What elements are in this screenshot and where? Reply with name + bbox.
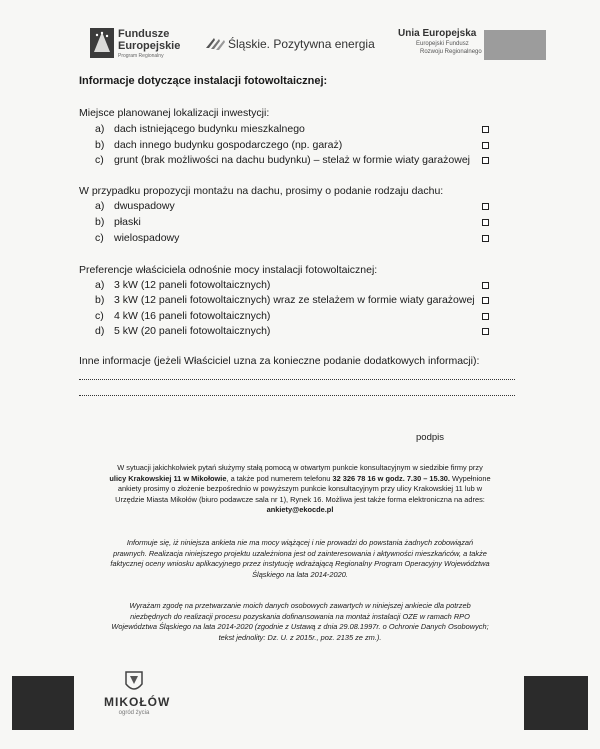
option-letter: b): [95, 216, 105, 228]
question-power: Preferencje właściciela odnośnie mocy instalacji fotowoltaicznej:: [79, 264, 378, 276]
option-row: [79, 154, 499, 168]
checkbox[interactable]: [482, 297, 489, 304]
contact-email[interactable]: [70, 505, 530, 516]
ue-line3: Rozwoju Regionalnego: [420, 49, 482, 55]
option-label: dwuspadowy: [114, 200, 175, 212]
notice1-line: Śląskiego na lata 2014-2020.: [252, 569, 348, 579]
checkbox[interactable]: [482, 235, 489, 242]
fundusze-europejskie-logo: [90, 26, 190, 66]
contact-mid: , a także pod numerem telefonu: [226, 473, 333, 483]
option-label: grunt (brak możliwości na dachu budynku) – stelaż w formie wiaty garażowej: [114, 154, 470, 166]
redaction-block-left: [12, 676, 74, 730]
page-title: Informacje dotyczące instalacji fotowoltaicznej:: [79, 75, 328, 87]
contact-line-2: [70, 474, 530, 485]
option-letter: a): [95, 279, 105, 291]
option-label: wielospadowy: [114, 232, 180, 244]
contact-end: Wypełnione: [449, 473, 491, 483]
option-label: 3 kW (12 paneli fotowoltaicznych) wraz ze stelażem w formie wiaty garażowej: [114, 294, 475, 306]
option-row: [79, 310, 499, 324]
eu-flag-icon: [484, 30, 546, 60]
slaskie-logo: [204, 34, 379, 54]
checkbox[interactable]: [482, 142, 489, 149]
option-letter: a): [95, 123, 105, 135]
option-row: [79, 325, 499, 339]
notice2-line: niezbędnych do realizacji procesu pozyskania dofinansowania na montaż instalacji OZE w ramach RPO: [130, 611, 470, 621]
answer-line-1[interactable]: [79, 377, 515, 380]
option-row: [79, 279, 499, 293]
checkbox[interactable]: [482, 203, 489, 210]
notice2-line: Wyrażam zgodę na przetwarzanie moich danych osobowych zawartych w niniejszej ankiecie dla potrzeb: [129, 601, 471, 610]
checkbox[interactable]: [482, 157, 489, 164]
option-row: [79, 216, 499, 230]
checkbox[interactable]: [482, 282, 489, 289]
notice1-line: Informuje się, iż niniejsza ankieta nie ma mocy wiążącej i nie prowadzi do powstania żadnych zobowiązań: [126, 538, 474, 547]
question-other-info: Inne informacje (jeżeli Właściciel uzna za konieczne podanie dodatkowych informacji):: [79, 355, 480, 367]
notice1-line: faktycznej oceny wniosku aplikacyjnego przez instytucję wdrażającą Regionalny Program Operacyjny Województwa: [110, 559, 490, 568]
fe-line1: Fundusze: [118, 28, 170, 40]
answer-line-2[interactable]: [79, 393, 515, 396]
email-link[interactable]: ankiety@ekocde.pl: [266, 505, 334, 514]
checkbox[interactable]: [482, 313, 489, 320]
signature-label: podpis: [416, 432, 444, 443]
option-label: 4 kW (16 paneli fotowoltaicznych): [114, 310, 271, 322]
checkbox[interactable]: [482, 126, 489, 133]
city-tagline: ogród życia: [118, 710, 150, 716]
checkbox[interactable]: [482, 328, 489, 335]
contact-line-3: ankiety prosimy o złożenie bezpośrednio w powyższym punkcie konsultacyjnym przy ulicy Krakowskiej 11 lub w: [117, 484, 483, 493]
option-label: 3 kW (12 paneli fotowoltaicznych): [114, 279, 271, 291]
option-label: dach istniejącego budynku mieszkalnego: [114, 123, 305, 135]
option-row: [79, 123, 499, 137]
city-crest-icon: [124, 670, 144, 694]
ue-line2: Europejski Fundusz: [416, 41, 469, 47]
option-letter: c): [95, 154, 104, 166]
mikolow-logo: [104, 670, 171, 726]
redaction-block-right: [524, 676, 588, 730]
option-letter: c): [95, 310, 104, 322]
city-name: MIKOŁÓW: [104, 695, 171, 709]
option-row: [79, 232, 499, 246]
option-letter: c): [95, 232, 104, 244]
fe-subtitle: Program Regionalny: [118, 53, 164, 59]
question-roof-type: W przypadku propozycji montażu na dachu, prosimy o podanie rodzaju dachu:: [79, 185, 444, 197]
option-label: dach innego budynku gospodarczego (np. garaż): [114, 139, 343, 151]
notice1-line: prawnych. Realizacja niniejszego projektu uzależniona jest od zainteresowania i aktywności mieszkańców, a także: [113, 548, 487, 558]
unia-europejska-logo: [392, 28, 552, 64]
contact-address: ulicy Krakowskiej 11 w Mikołowie: [109, 473, 227, 483]
question-location: Miejsce planowanej lokalizacji inwestycji:: [79, 107, 270, 119]
notice2-line: Województwa Śląskiego na lata 2014-2020 (zgodnie z Ustawą z dnia 29.08.1997r. o Ochronie Danych Osobowych;: [111, 622, 489, 631]
ue-line1: Unia Europejska: [398, 28, 477, 39]
slaskie-text: Śląskie. Pozytywna energia: [228, 37, 375, 51]
fundusze-europejskie-icon: [90, 28, 114, 58]
option-letter: d): [95, 325, 105, 337]
slaskie-wing-icon: [204, 34, 226, 52]
contact-paragraph: [70, 463, 530, 516]
option-row: [79, 294, 499, 308]
contact-phone: 32 326 78 16 w godz. 7.30 – 15.30.: [332, 473, 450, 483]
option-label: 5 kW (20 paneli fotowoltaicznych): [114, 325, 271, 337]
option-letter: b): [95, 139, 105, 151]
option-letter: b): [95, 294, 105, 306]
notice-gdpr: [70, 601, 530, 643]
contact-line-4: Urzędzie Miasta Mikołów (biuro podawcze sala nr 1), Rynek 16. Możliwa jest także forma elektroniczna na adres:: [115, 494, 485, 504]
option-row: [79, 139, 499, 153]
notice-binding: [70, 538, 530, 580]
option-letter: a): [95, 200, 105, 212]
option-row: [79, 200, 499, 214]
option-label: płaski: [114, 216, 141, 228]
checkbox[interactable]: [482, 219, 489, 226]
contact-line-1: W sytuacji jakichkolwiek pytań służymy stałą pomocą w otwartym punkcie konsultacyjnym w siedzibie firmy przy: [117, 463, 483, 472]
notice2-line: tekst jednolity: Dz. U. z 2015r., poz. 2135 ze zm.).: [218, 632, 382, 642]
fe-line2: Europejskie: [118, 40, 181, 52]
